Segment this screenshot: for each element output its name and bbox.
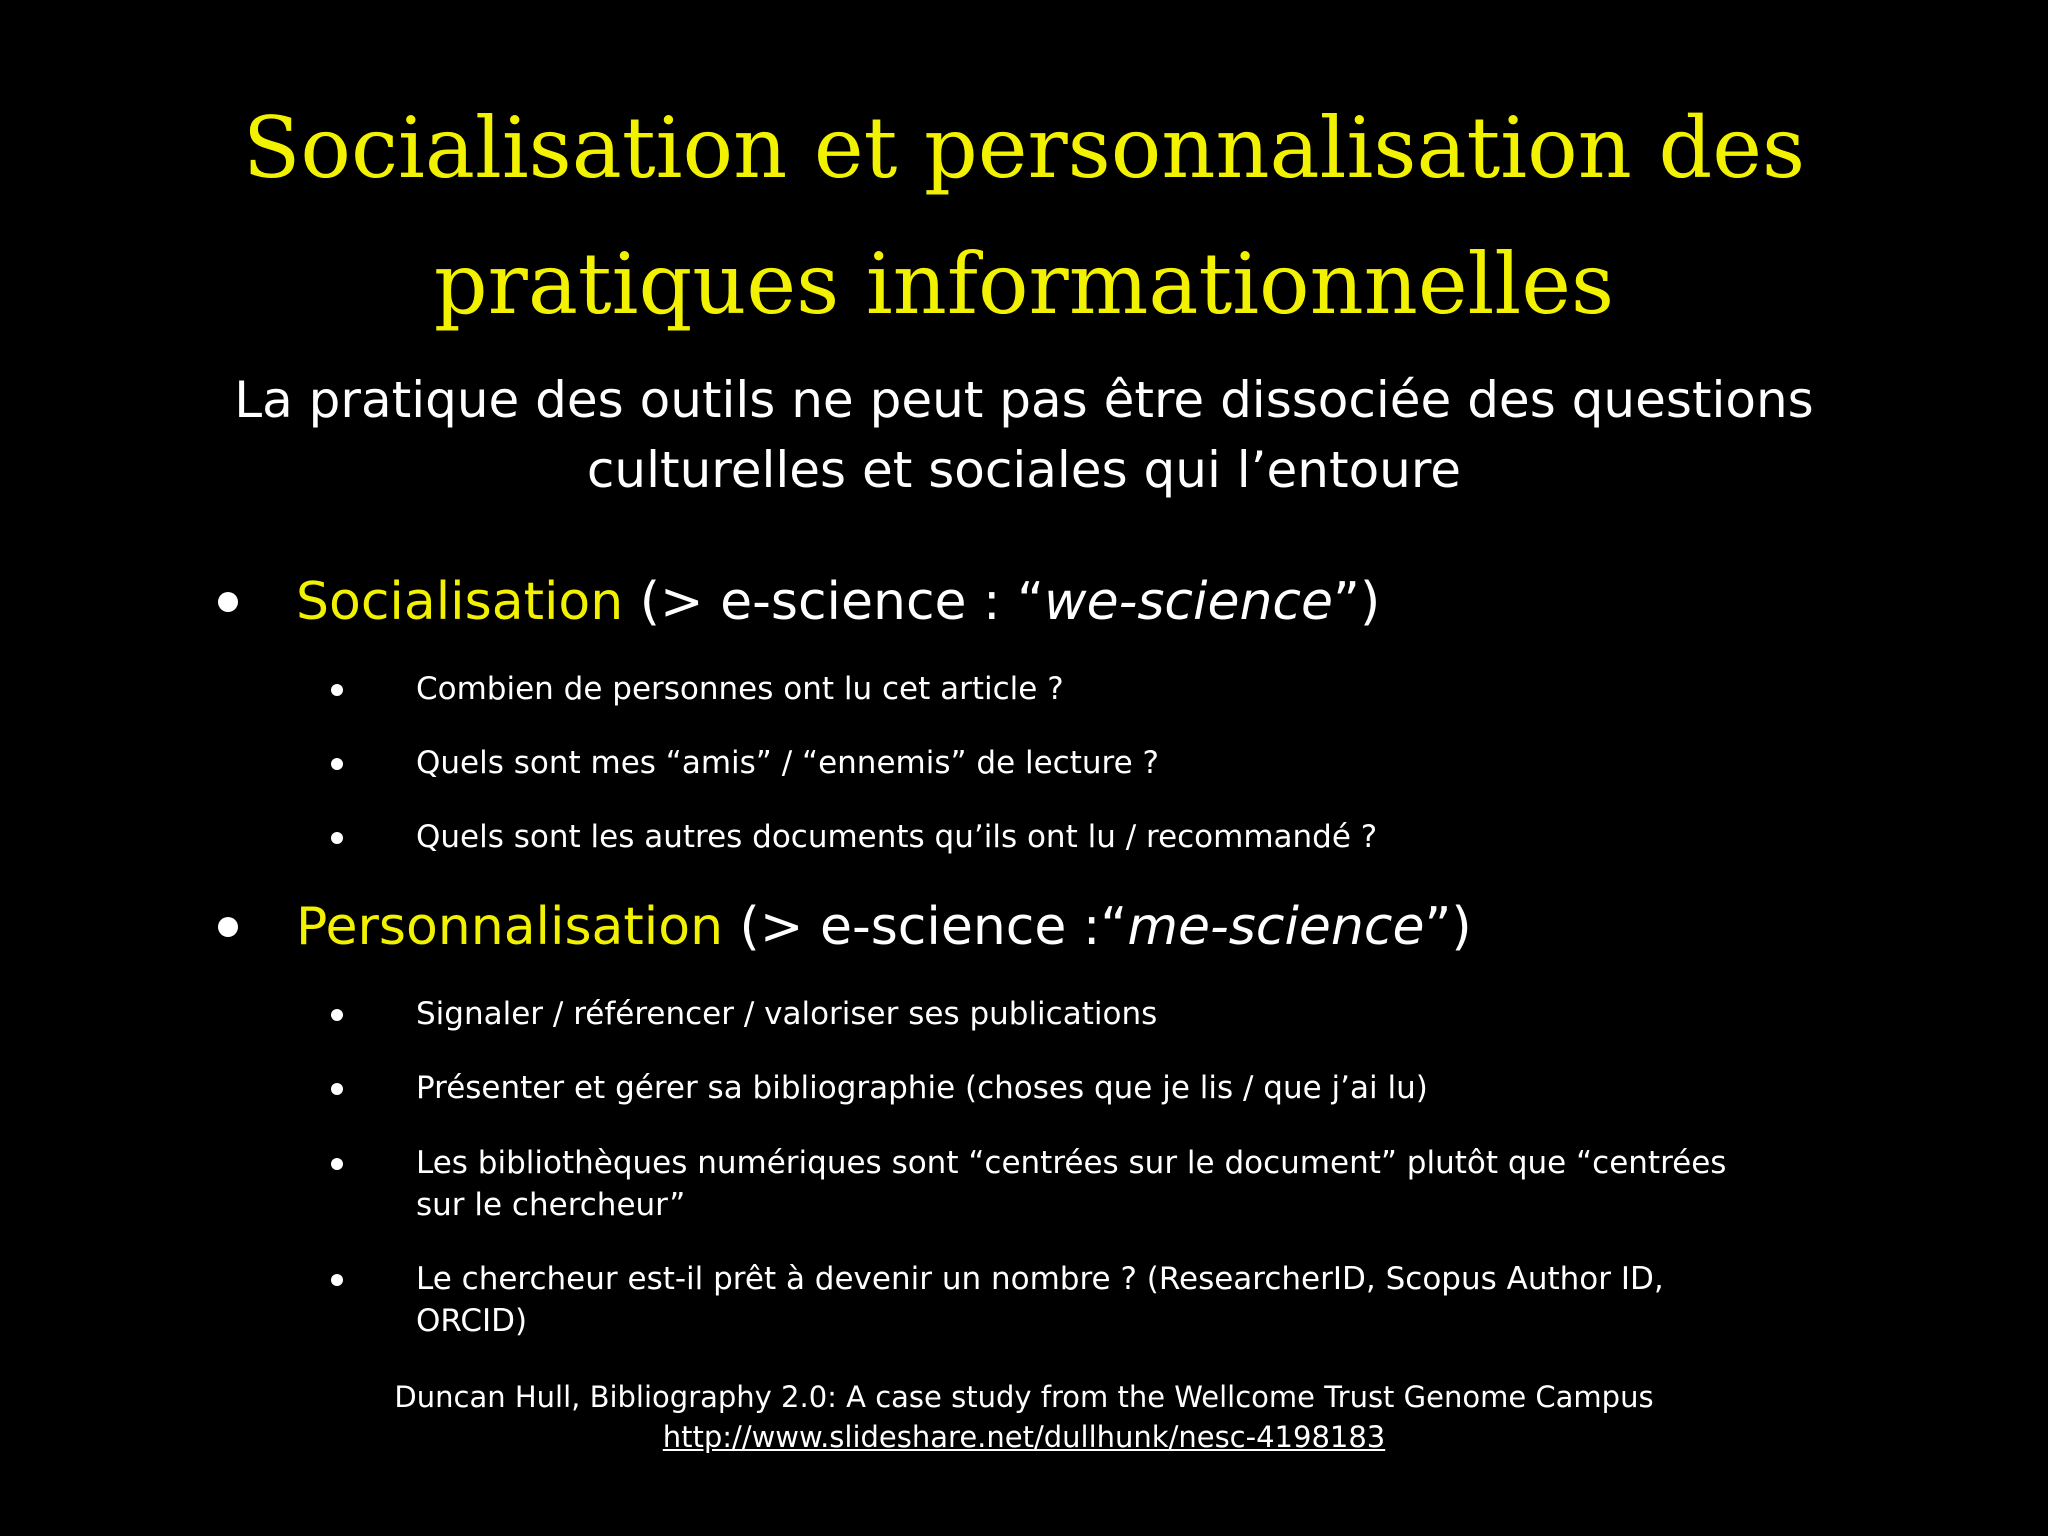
bullet-dot — [331, 1274, 343, 1286]
source-link-line — [0, 1417, 2048, 1457]
section-keyword: Personnalisation — [296, 897, 724, 957]
list-item-text: Quels sont les autres documents qu’ils ont lu / recommandé ? — [416, 819, 1378, 855]
bullet-dot — [218, 592, 238, 612]
source-link[interactable]: http://www.slideshare.net/dullhunk/nesc-4198183 — [662, 1420, 1386, 1454]
bullet-dot — [331, 1083, 343, 1095]
list-item-text: Présenter et gérer sa bibliographie (choses que je lis / que j’ai lu) — [416, 1070, 1428, 1106]
list-item-text: Quels sont mes “amis” / “ennemis” de lecture ? — [416, 745, 1159, 781]
source-citation: Duncan Hull, Bibliography 2.0: A case study from the Wellcome Trust Genome Campus — [394, 1380, 1654, 1414]
list-item-text: Combien de personnes ont lu cet article ? — [416, 671, 1064, 707]
subtitle-line-2: culturelles et sociales qui l’entoure — [586, 441, 1462, 499]
list-item-text: Signaler / référencer / valoriser ses publications — [416, 996, 1158, 1032]
slide-title-line-2: pratiques informationnelles — [433, 235, 1615, 333]
section-keyword: Socialisation — [296, 572, 624, 632]
section-socialisation — [0, 570, 2048, 634]
bullet-dot — [218, 917, 238, 937]
bullet-dot — [331, 684, 343, 696]
section-heading-italic: we-science — [1044, 572, 1333, 632]
section-personnalisation — [0, 895, 2048, 959]
bullet-dot — [331, 832, 343, 844]
section-heading — [296, 570, 1380, 634]
list-item-text: Les bibliothèques numériques sont “centrées sur le document” plutôt que “centrées sur le chercheur” — [416, 1145, 1727, 1223]
bullet-dot — [331, 1009, 343, 1021]
section-heading-italic: me-science — [1127, 897, 1425, 957]
slide-title-line-1: Socialisation et personnalisation des — [242, 99, 1806, 197]
section-heading-post: ”) — [1424, 897, 1472, 957]
bullet-dot — [331, 1158, 343, 1170]
bullet-dot — [331, 758, 343, 770]
section-heading-pre: (> e-science :“ — [723, 897, 1128, 957]
subtitle-line-1: La pratique des outils ne peut pas être dissociée des questions — [234, 371, 1814, 429]
section-heading-post: ”) — [1333, 572, 1381, 632]
section-heading-pre: (> e-science : “ — [623, 572, 1045, 632]
list-item-text: Le chercheur est-il prêt à devenir un nombre ? (ResearcherID, Scopus Author ID, ORCID) — [416, 1261, 1664, 1339]
section-heading — [296, 895, 1472, 959]
